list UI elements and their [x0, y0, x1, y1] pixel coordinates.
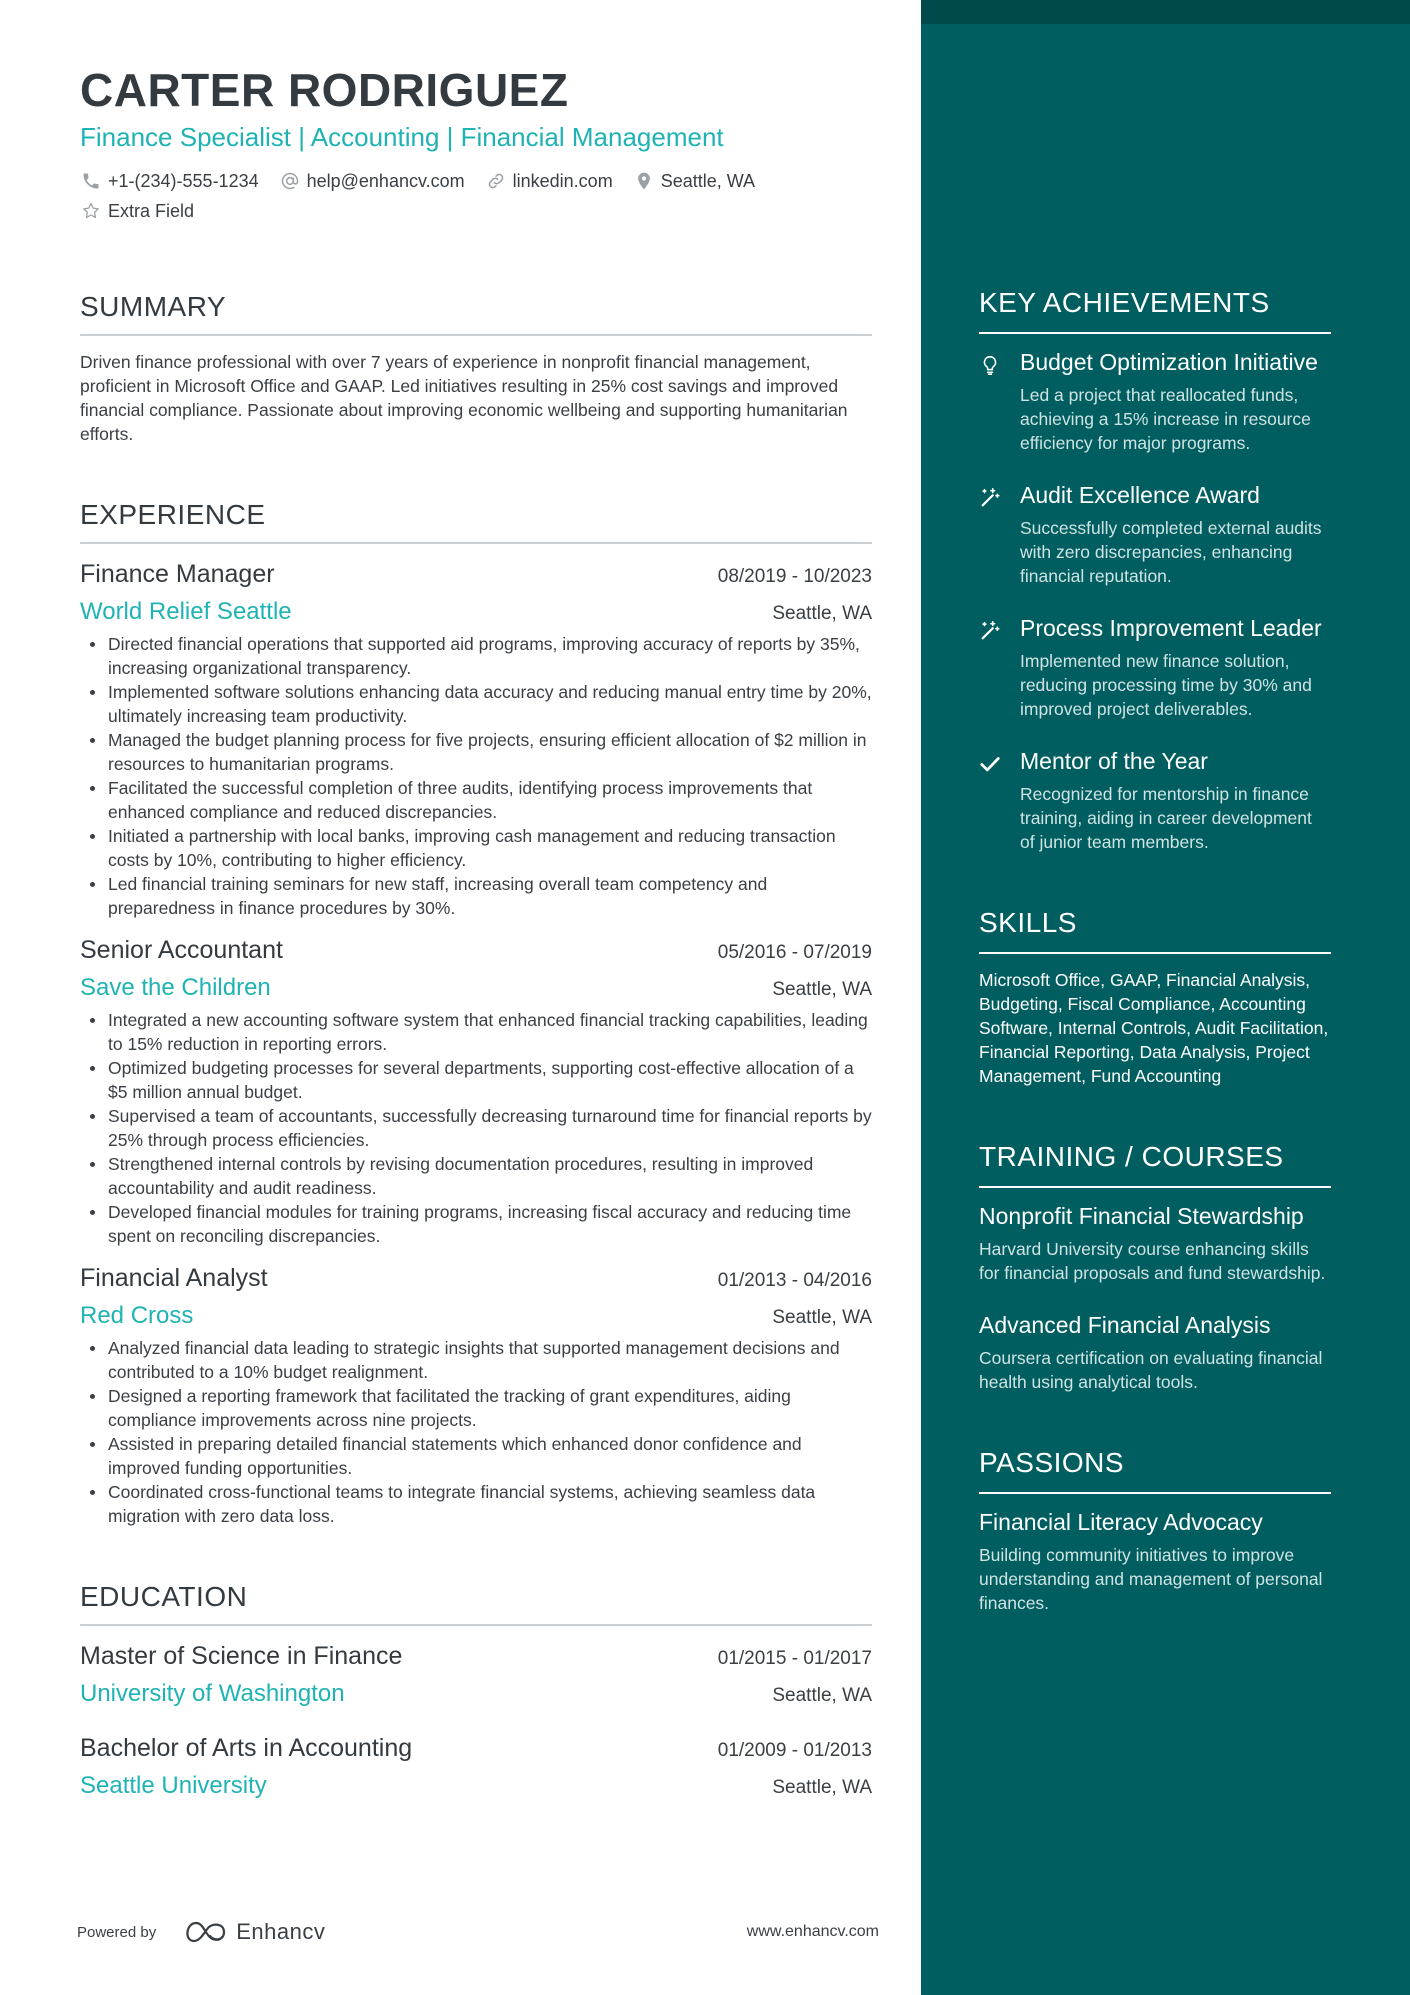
passion-item — [979, 1508, 1331, 1615]
training-section — [979, 1140, 1331, 1394]
achievement-item — [979, 481, 1331, 588]
bullet-item: Integrated a new accounting software system that enhanced financial tracking capabilities, leading to 15% reduction in reporting errors. — [80, 1008, 872, 1056]
job-title: Finance Manager — [80, 560, 275, 588]
achievements-section — [979, 286, 1331, 854]
contact-location — [633, 166, 755, 196]
education-dates: 01/2009 - 01/2013 — [717, 1740, 872, 1761]
training-heading: TRAINING / COURSES — [979, 1140, 1331, 1188]
achievement-desc: Implemented new finance solution, reducing processing time by 30% and improved project deliverables. — [1020, 651, 1312, 719]
candidate-name: CARTER RODRIGUEZ — [80, 64, 569, 116]
location-pin-icon — [633, 170, 655, 192]
degree-name: Master of Science in Finance — [80, 1642, 403, 1670]
course-title: Advanced Financial Analysis — [979, 1312, 1271, 1338]
contact-phone[interactable] — [80, 166, 259, 196]
achievement-desc: Recognized for mentorship in finance training, aiding in career development of junior team members. — [1020, 784, 1312, 852]
contact-linkedin[interactable] — [485, 166, 613, 196]
extra-field-text: Extra Field — [108, 200, 195, 221]
magic-wand-icon — [979, 481, 1020, 588]
company-name: Red Cross — [80, 1302, 194, 1329]
achievement-title: Budget Optimization Initiative — [1020, 349, 1318, 375]
skills-list: Microsoft Office, GAAP, Financial Analysis, Budgeting, Fiscal Compliance, Accounting Software, Internal Controls, Audit Facilitation, Financial Reporting, Data Analysis, Project Management, Fund Accounting — [979, 970, 1329, 1086]
bullet-item: Facilitated the successful completion of three audits, identifying process improvements that enhanced compliance and reduced discrepancies. — [80, 776, 872, 824]
job-title: Senior Accountant — [80, 936, 283, 964]
skills-heading: SKILLS — [979, 906, 1331, 954]
bullet-item: Designed a reporting framework that facilitated the tracking of grant expenditures, aiding compliance improvements across nine projects. — [80, 1384, 872, 1432]
degree-name: Bachelor of Arts in Accounting — [80, 1734, 413, 1762]
bullet-item: Supervised a team of accountants, successfully decreasing turnaround time for financial reports by 25% through process efficiencies. — [80, 1104, 872, 1152]
footer — [77, 1912, 879, 1952]
job-entry — [80, 1262, 872, 1528]
achievement-title: Mentor of the Year — [1020, 748, 1208, 774]
job-bullets — [80, 1008, 872, 1248]
education-section — [80, 1580, 872, 1802]
bullet-item: Developed financial modules for training programs, increasing fiscal accuracy and reducing time spent on reconciling discrepancies. — [80, 1200, 872, 1248]
education-heading: EDUCATION — [80, 1580, 872, 1626]
passions-section — [979, 1446, 1331, 1615]
summary-heading: SUMMARY — [80, 290, 872, 336]
company-name: World Relief Seattle — [80, 598, 292, 625]
enhancv-logo-icon — [182, 1919, 228, 1945]
job-location: Seattle, WA — [772, 979, 872, 1000]
achievement-item — [979, 614, 1331, 721]
company-name: Save the Children — [80, 974, 271, 1001]
enhancv-logo[interactable] — [182, 1919, 325, 1945]
checkmark-icon — [979, 747, 1020, 854]
contact-info — [80, 166, 872, 196]
brand-name: Enhancv — [236, 1919, 326, 1944]
course-desc: Coursera certification on evaluating financial health using analytical tools. — [979, 1348, 1323, 1392]
job-dates: 08/2019 - 10/2023 — [717, 566, 872, 587]
education-entry — [80, 1640, 872, 1710]
course-item — [979, 1202, 1331, 1285]
course-desc: Harvard University course enhancing skills for financial proposals and fund stewardship. — [979, 1239, 1326, 1283]
job-bullets — [80, 632, 872, 920]
job-dates: 01/2013 - 04/2016 — [717, 1270, 872, 1291]
bullet-item: Directed financial operations that supported aid programs, improving accuracy of reports by 35%, increasing organizational transparency. — [80, 632, 872, 680]
lightbulb-icon — [979, 348, 1020, 455]
job-dates: 05/2016 - 07/2019 — [717, 942, 872, 963]
school-location: Seattle, WA — [772, 1685, 872, 1706]
email-text: help@enhancv.com — [306, 170, 465, 191]
job-location: Seattle, WA — [772, 603, 872, 624]
experience-section — [80, 498, 872, 1528]
phone-icon — [80, 170, 102, 192]
skills-section — [979, 906, 1331, 1088]
course-item — [979, 1311, 1331, 1394]
achievement-title: Process Improvement Leader — [1020, 615, 1322, 641]
bullet-item: Managed the budget planning process for five projects, ensuring efficient allocation of $2 million in resources to humanitarian programs. — [80, 728, 872, 776]
school-name: Seattle University — [80, 1772, 267, 1799]
magic-wand-icon — [979, 614, 1020, 721]
passion-title: Financial Literacy Advocacy — [979, 1509, 1263, 1535]
headline: Finance Specialist | Accounting | Financial Management — [80, 122, 724, 152]
experience-heading: EXPERIENCE — [80, 498, 872, 544]
job-entry — [80, 934, 872, 1248]
summary-section — [80, 290, 872, 446]
sidebar-column — [979, 286, 1331, 1615]
achievement-title: Audit Excellence Award — [1020, 482, 1260, 508]
phone-text: +1-(234)-555-1234 — [108, 170, 259, 191]
star-icon — [80, 200, 102, 222]
job-location: Seattle, WA — [772, 1307, 872, 1328]
bullet-item: Initiated a partnership with local banks, improving cash management and reducing transaction costs by 10%, contributing to higher efficiency. — [80, 824, 872, 872]
passion-desc: Building community initiatives to improve understanding and management of personal finances. — [979, 1545, 1323, 1613]
at-sign-icon — [279, 170, 301, 192]
contact-extra-row — [80, 196, 872, 226]
link-icon — [485, 170, 507, 192]
bullet-item: Coordinated cross-functional teams to integrate financial systems, achieving seamless data migration with zero data loss. — [80, 1480, 872, 1528]
school-name: University of Washington — [80, 1680, 345, 1707]
bullet-item: Strengthened internal controls by revising documentation procedures, resulting in improved accountability and audit readiness. — [80, 1152, 872, 1200]
job-bullets — [80, 1336, 872, 1528]
bullet-item: Led financial training seminars for new staff, increasing overall team competency and preparedness in finance procedures by 30%. — [80, 872, 872, 920]
education-dates: 01/2015 - 01/2017 — [717, 1648, 872, 1669]
achievements-heading: KEY ACHIEVEMENTS — [979, 286, 1331, 334]
location-text: Seattle, WA — [660, 170, 756, 191]
powered-by-label: Powered by — [77, 1923, 157, 1941]
education-entry — [80, 1732, 872, 1802]
website-link[interactable]: www.enhancv.com — [746, 1923, 879, 1940]
bullet-item: Optimized budgeting processes for several departments, supporting cost-effective allocation of a $5 million annual budget. — [80, 1056, 872, 1104]
course-title: Nonprofit Financial Stewardship — [979, 1203, 1304, 1229]
bullet-item: Assisted in preparing detailed financial statements which enhanced donor confidence and improved funding opportunities. — [80, 1432, 872, 1480]
main-column — [80, 62, 872, 1802]
contact-email[interactable] — [279, 166, 465, 196]
sidebar-top-band — [921, 0, 1410, 24]
bullet-item: Analyzed financial data leading to strategic insights that supported management decisions and contributed to a 10% budget realignment. — [80, 1336, 872, 1384]
bullet-item: Implemented software solutions enhancing data accuracy and reducing manual entry time by 20%, ultimately increasing team productivity. — [80, 680, 872, 728]
achievement-item — [979, 348, 1331, 455]
summary-text: Driven finance professional with over 7 years of experience in nonprofit financial management, proficient in Microsoft Office and GAAP. Led initiatives resulting in 25% cost savings and improved financial compliance. Passionate about improving economic wellbeing and supporting humanitarian efforts. — [80, 352, 848, 444]
job-title: Financial Analyst — [80, 1264, 268, 1292]
contact-extra — [80, 196, 194, 226]
achievement-item — [979, 747, 1331, 854]
achievement-desc: Successfully completed external audits with zero discrepancies, enhancing financial reputation. — [1020, 518, 1322, 586]
passions-heading: PASSIONS — [979, 1446, 1331, 1494]
linkedin-text: linkedin.com — [512, 170, 613, 191]
achievement-desc: Led a project that reallocated funds, achieving a 15% increase in resource efficiency for major programs. — [1020, 385, 1311, 453]
job-entry — [80, 558, 872, 920]
school-location: Seattle, WA — [772, 1777, 872, 1798]
